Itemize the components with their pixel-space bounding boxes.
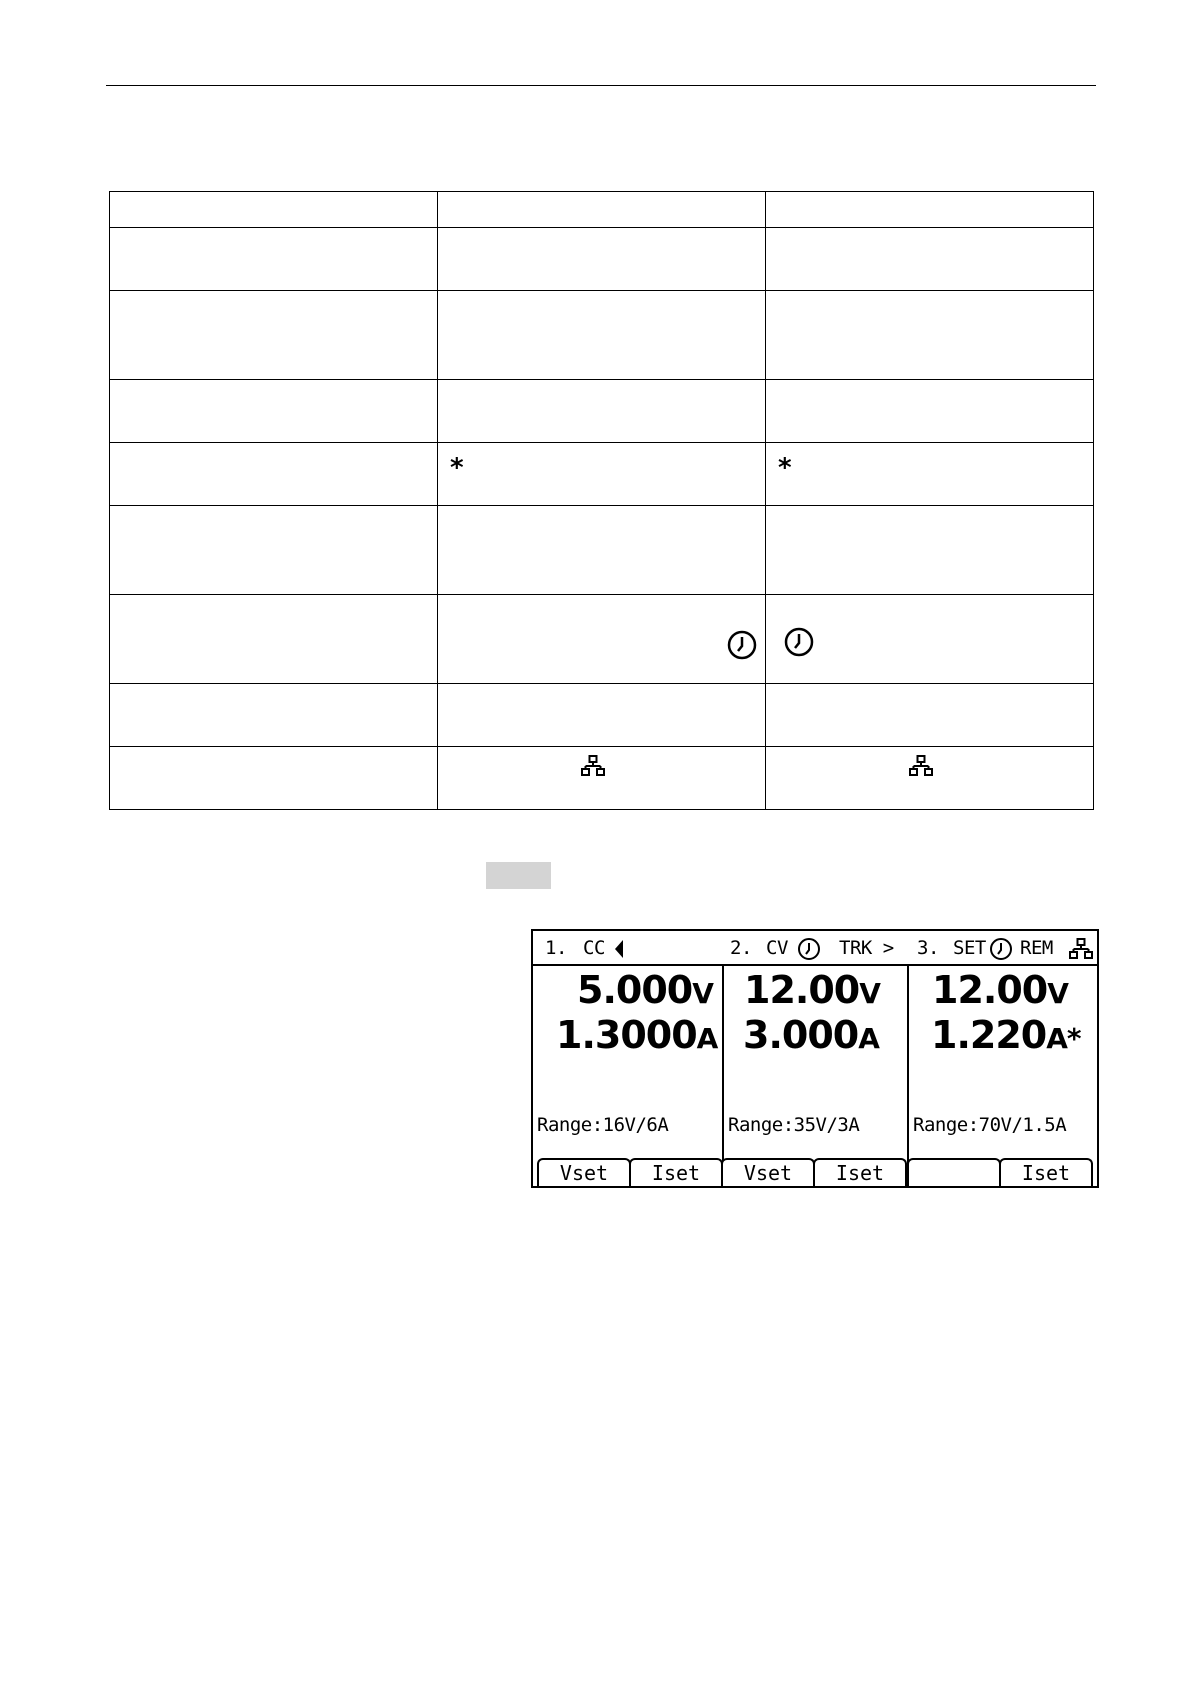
table-cell [110, 228, 438, 291]
table-cell [110, 684, 438, 747]
softkey-iset-ch2[interactable]: Iset [813, 1158, 907, 1186]
table-row [110, 291, 1094, 380]
table-cell [438, 595, 766, 684]
ch3-current-readout: 1.220A* [931, 1013, 1081, 1057]
table-cell [766, 506, 1094, 595]
table-cell [766, 192, 1094, 228]
softkey-vset-ch2[interactable]: Vset [721, 1158, 815, 1186]
table-cell [766, 380, 1094, 443]
table-cell [110, 506, 438, 595]
table-row [110, 747, 1094, 810]
header-rule [106, 85, 1096, 86]
table-cell [438, 228, 766, 291]
softkey-iset-ch1[interactable]: Iset [629, 1158, 723, 1186]
ch3-range: Range:70V/1.5A [913, 1114, 1067, 1136]
table-cell [438, 380, 766, 443]
ch2-number: 2. [730, 937, 752, 959]
ch1-current-readout: 1.3000A [556, 1013, 718, 1057]
ch2-range: Range:35V/3A [728, 1114, 860, 1136]
asterisk-symbol: * [450, 453, 464, 483]
softkey-iset-ch3[interactable]: Iset [999, 1158, 1093, 1186]
clock-icon [989, 937, 1013, 961]
table-cell [766, 228, 1094, 291]
ch1-number: 1. [545, 937, 567, 959]
table-row [110, 595, 1094, 684]
table-cell [438, 443, 766, 506]
ch3-remote: REM [1020, 937, 1053, 959]
ch3-number: 3. [917, 937, 939, 959]
clock-icon [783, 626, 815, 658]
clock-icon [726, 629, 758, 661]
table-cell [110, 380, 438, 443]
table-cell [438, 506, 766, 595]
ch1-voltage-readout: 5.000V [577, 968, 713, 1012]
ch1-mode: CC [583, 937, 605, 959]
channel-divider [907, 964, 909, 1186]
ch3-mode: SET [953, 937, 986, 959]
table-row [110, 443, 1094, 506]
asterisk-symbol: * [1066, 1022, 1081, 1055]
active-channel-arrow-icon [613, 939, 625, 959]
clock-icon [797, 937, 821, 961]
table-cell [438, 291, 766, 380]
network-icon [1069, 938, 1093, 960]
table-row [110, 192, 1094, 228]
table-cell [110, 443, 438, 506]
table-cell [766, 443, 1094, 506]
ch3-voltage-readout: 12.00V [932, 968, 1068, 1012]
table-cell [766, 684, 1094, 747]
lcd-display [531, 929, 1099, 1188]
table-row [110, 506, 1094, 595]
table-cell [110, 192, 438, 228]
table-cell [766, 291, 1094, 380]
ch2-track: TRK > [839, 937, 894, 959]
table-cell [438, 684, 766, 747]
network-icon [909, 755, 933, 777]
table-cell [110, 291, 438, 380]
table-cell [438, 747, 766, 810]
softkey-blank-ch3[interactable] [907, 1158, 1001, 1186]
softkey-vset-ch1[interactable]: Vset [537, 1158, 631, 1186]
table-cell [110, 747, 438, 810]
ch2-mode: CV [766, 937, 788, 959]
table-row [110, 684, 1094, 747]
ch2-current-readout: 3.000A [743, 1013, 879, 1057]
network-icon [581, 755, 605, 777]
spec-table [109, 191, 1094, 810]
lcd-status-bar [533, 931, 1097, 966]
ch1-range: Range:16V/6A [537, 1114, 669, 1136]
channel-divider [722, 964, 724, 1186]
table-cell [110, 595, 438, 684]
table-cell [438, 192, 766, 228]
table-row [110, 228, 1094, 291]
asterisk-symbol: * [778, 453, 792, 483]
highlighted-key-placeholder [486, 862, 551, 889]
table-row [110, 380, 1094, 443]
table-cell [766, 595, 1094, 684]
ch2-voltage-readout: 12.00V [744, 968, 880, 1012]
table-cell [766, 747, 1094, 810]
